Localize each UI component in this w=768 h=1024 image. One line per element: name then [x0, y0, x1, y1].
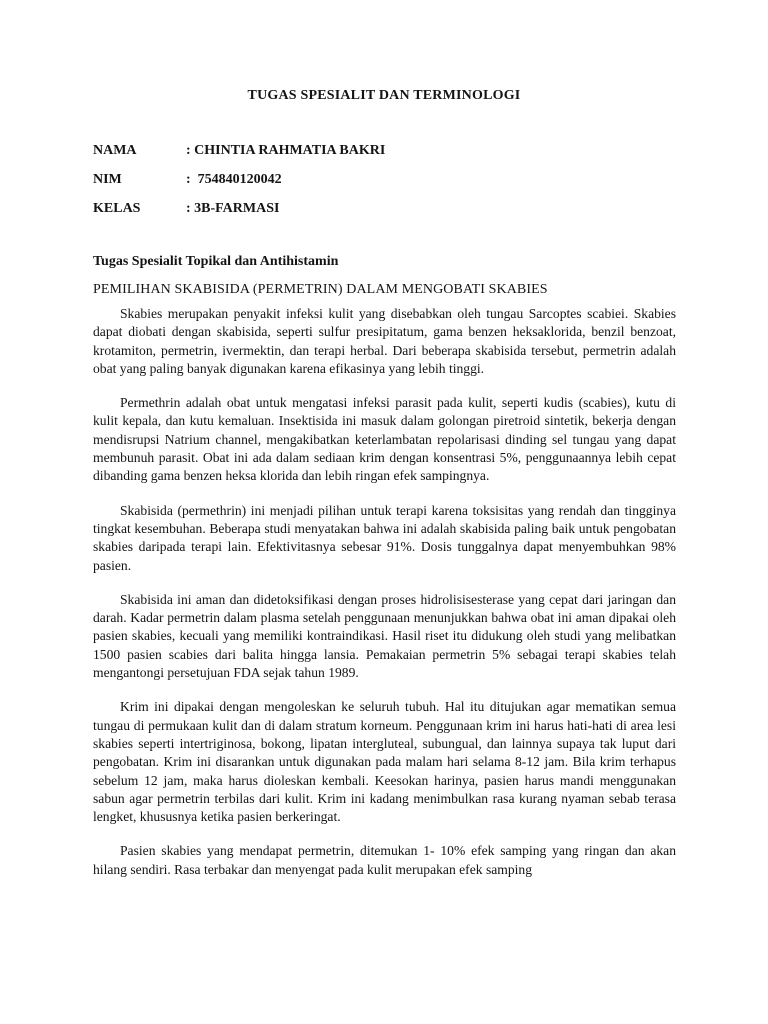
info-row-kelas	[93, 200, 385, 229]
paragraph: Skabisida (permethrin) ini menjadi pilihan untuk terapi karena toksisitas yang rendah dan tingginya tingkat kesembuhan. Beberapa studi menyatakan bahwa ini adalah skabisida paling baik untuk pengobatan skabies daripada terapi lain. Efektivitasnya sebesar 91%. Dosis tunggalnya dapat menyembuhkan 98% pasien.	[93, 502, 676, 573]
paragraph: Skabisida ini aman dan didetoksifikasi dengan proses hidrolisisesterase yang cepat dari jaringan dan darah. Kadar permetrin dalam plasma setelah penggunaan menunjukkan bahwa obat ini aman dipakai oleh pasien skabies, kecuali yang memiliki kontraindikasi. Hasil riset itu didukung oleh studi yang melibatkan 1500 pasien scabies dari balita hingga lansia. Pemakaian permetrin 5% sebagai terapi skabies telah mengantongi persetujuan FDA sejak tahun 1989.	[93, 591, 676, 681]
info-label: NAMA	[93, 143, 137, 158]
info-value: : 754840120042	[186, 172, 282, 187]
info-label: KELAS	[93, 201, 141, 216]
paragraph: Krim ini dipakai dengan mengoleskan ke seluruh tubuh. Hal itu ditujukan agar mematikan semua tungau di permukaan kulit dan di dalam stratum korneum. Penggunaan krim ini harus hati-hati di area lesi skabies seperti intertriginosa, bokong, lipatan intergluteal, subungual, dan lainnya supaya tak luput dari pengobatan. Krim ini disarankan untuk digunakan pada malam hari selama 8-12 jam. Bila krim terhapus sebelum 12 jam, maka harus dioleskan kembali. Keesokan harinya, pasien harus mandi menggunakan sabun agar permetrin terbilas dari kulit. Krim ini kadang menimbulkan rasa kurang nyaman sebab terasa lengket, khususnya ketika pasien berkeringat.	[93, 699, 676, 825]
body-text	[93, 305, 676, 895]
paragraph: Pasien skabies yang mendapat permetrin, ditemukan 1- 10% efek samping yang ringan dan akan hilang sendiri. Rasa terbakar dan menyengat pada kulit merupakan efek samping	[93, 843, 676, 877]
assignment-subtitle: Tugas Spesialit Topikal dan Antihistamin	[93, 254, 339, 269]
section-heading: PEMILIHAN SKABISIDA (PERMETRIN) DALAM MENGOBATI SKABIES	[93, 282, 548, 297]
student-info	[93, 142, 385, 229]
info-value: : 3B-FARMASI	[186, 201, 280, 216]
document-title: TUGAS SPESIALIT DAN TERMINOLOGI	[247, 88, 521, 103]
info-row-nama	[93, 142, 385, 171]
info-row-nim	[93, 171, 385, 200]
paragraph: Skabies merupakan penyakit infeksi kulit yang disebabkan oleh tungau Sarcoptes scabiei. Skabies dapat diobati dengan skabisida, seperti sulfur presipitatum, gama benzen heksaklorida, benzil benzoat, krotamiton, permetrin, ivermektin, dan terapi herbal. Dari beberapa skabisida tersebut, permetrin adalah obat yang paling banyak digunakan karena efikasinya yang lebih tinggi.	[93, 306, 676, 376]
info-label: NIM	[93, 172, 122, 187]
paragraph: Permethrin adalah obat untuk mengatasi infeksi parasit pada kulit, seperti kudis (scabies), kutu di kulit kepala, dan kutu kemaluan. Insektisida ini masuk dalam golongan piretroid sintetik, bekerja dengan mendisrupsi Natrium channel, mengakibatkan keterlambatan repolarisasi dinding sel tungau yang dapat membunuh parasit. Obat ini ada dalam sediaan krim dengan konsentrasi 5%, penggunaannya lebih cepat dibanding gama benzen heksa klorida dan lebih ringan efek sampingnya.	[93, 395, 676, 484]
info-value: : CHINTIA RAHMATIA BAKRI	[186, 143, 386, 158]
